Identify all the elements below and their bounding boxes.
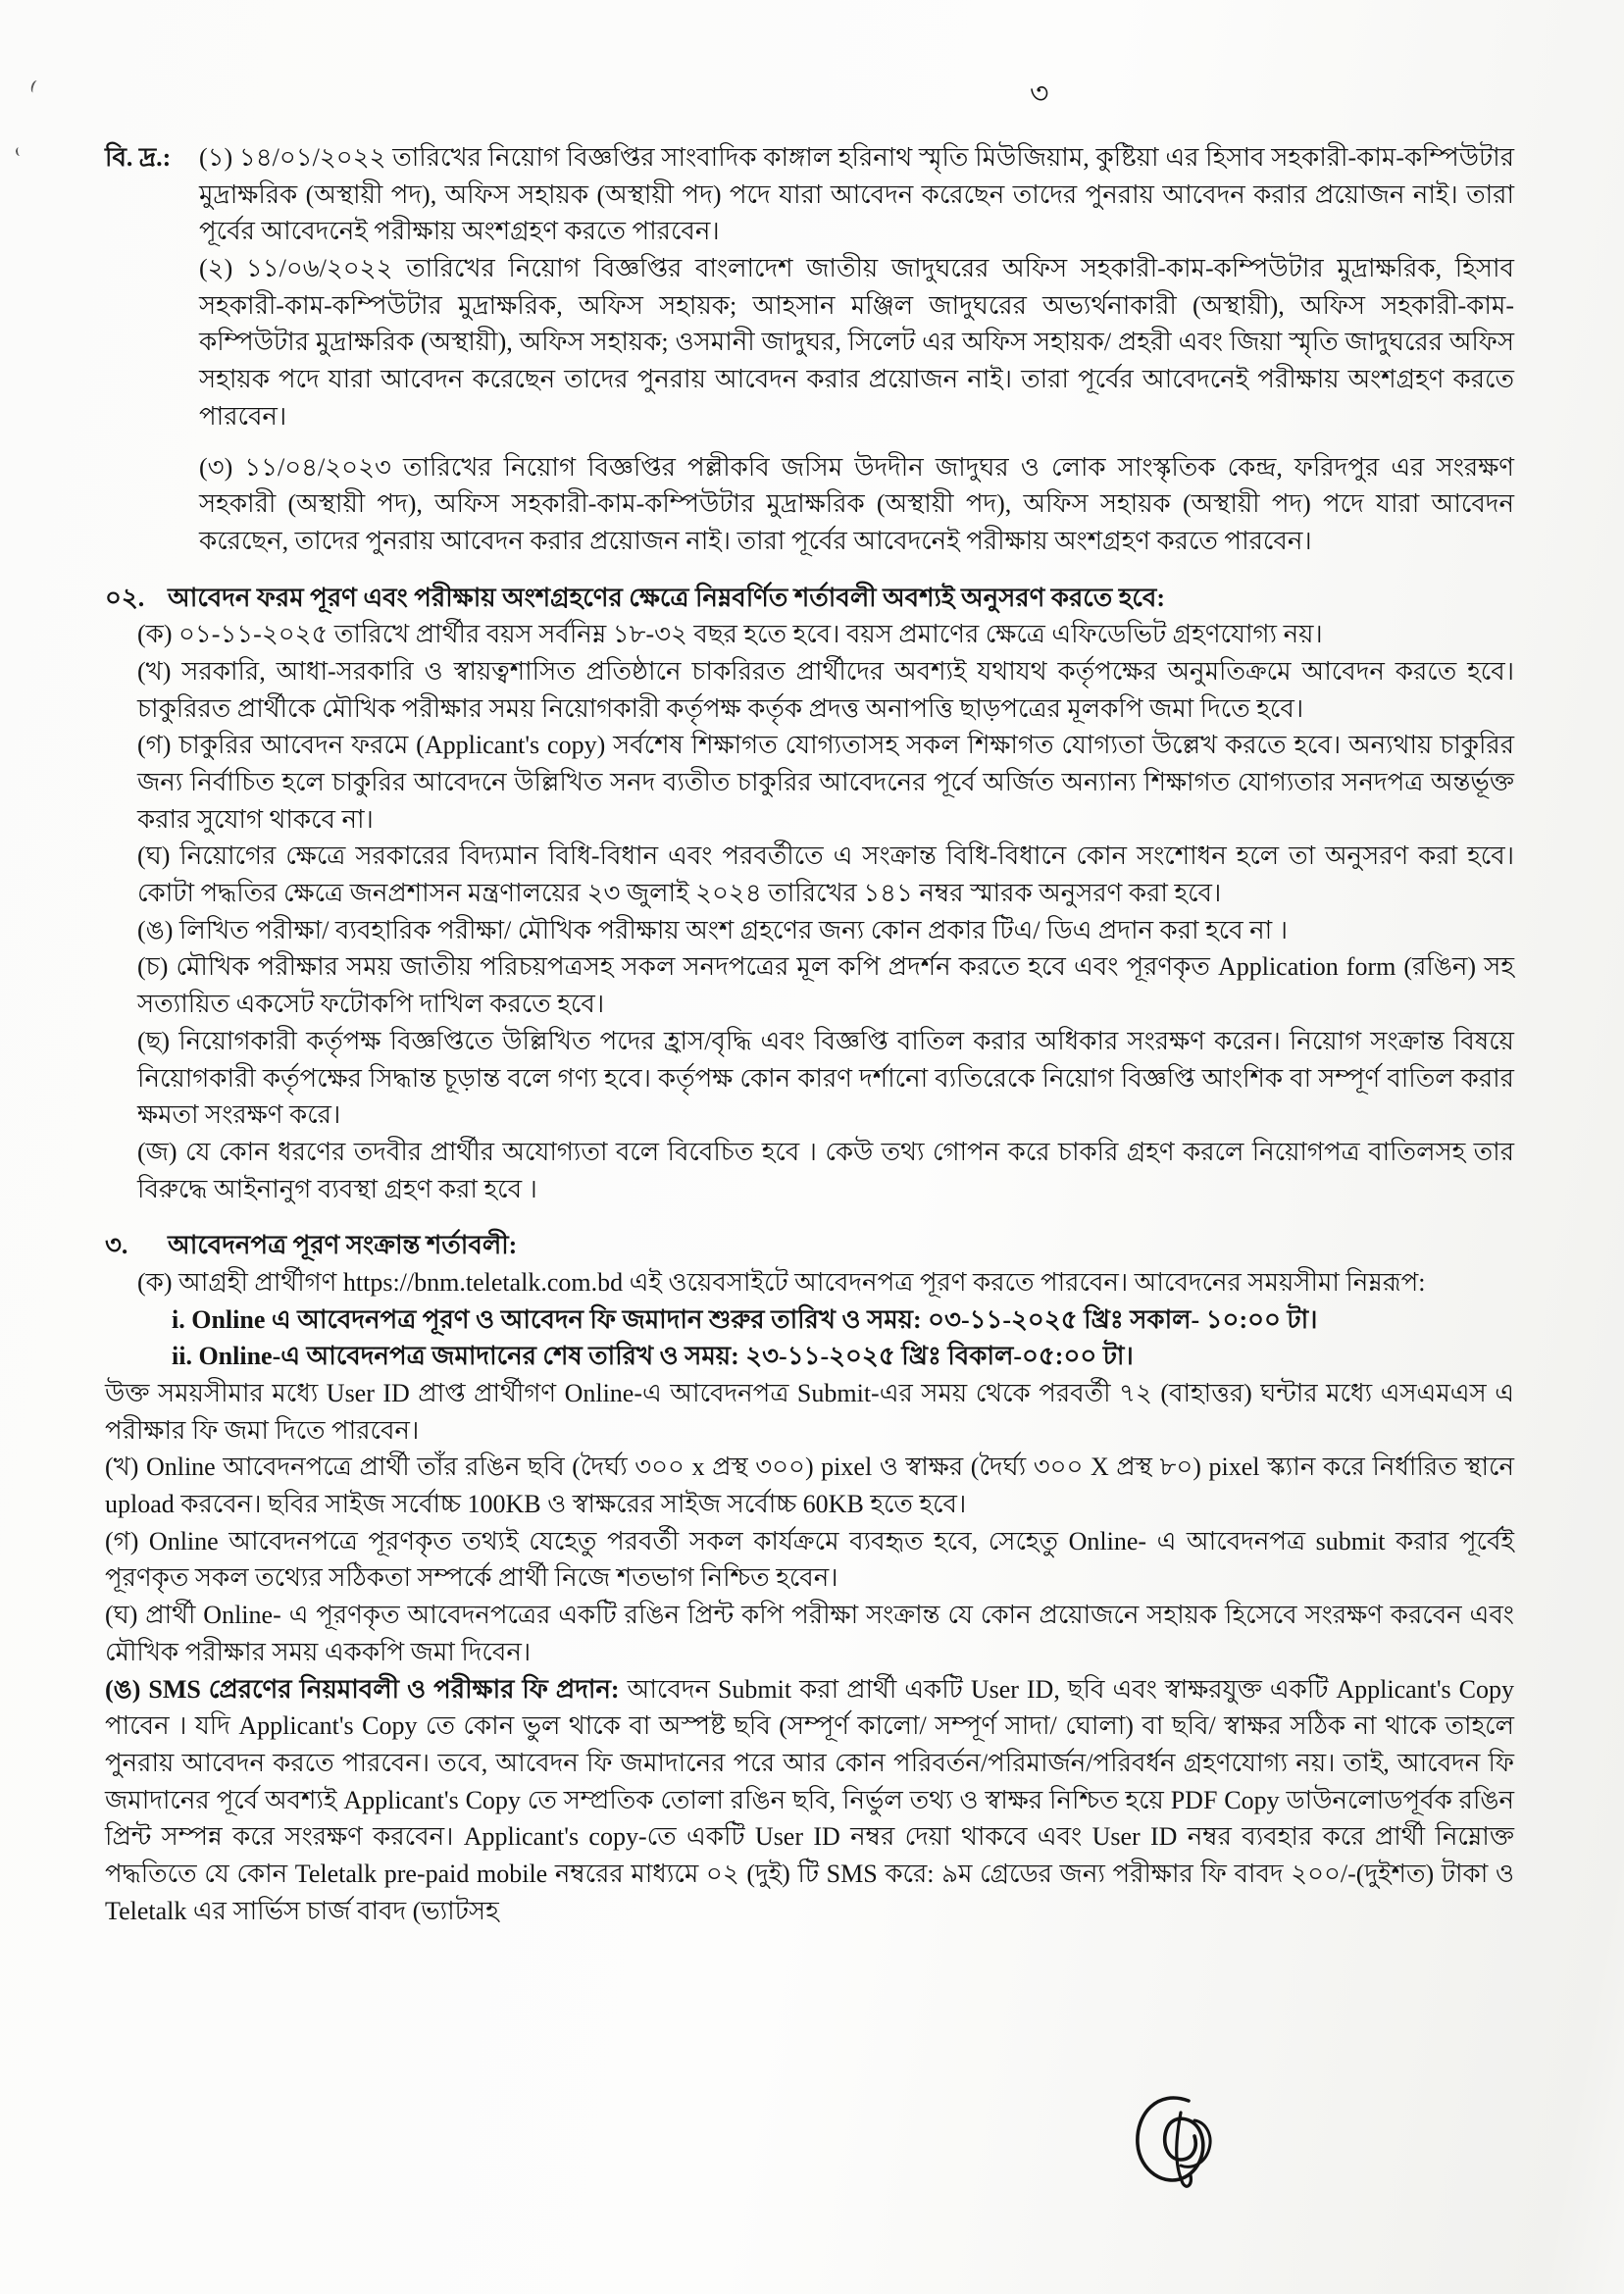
terms-item-uma: (ঙ) লিখিত পরীক্ষা/ ব্যবহারিক পরীক্ষা/ মৌখিক পরীক্ষায় অংশ গ্রহণের জন্য কোন প্রকার টিএ/ ডিএ প্রদান করা হবে না ।: [137, 915, 1288, 944]
note-block: [105, 139, 1514, 560]
terms-item-cha: (চ) মৌখিক পরীক্ষার সময় জাতীয় পরিচয়পত্রসহ সকল সনদপত্রের মূল কপি প্রদর্শন করতে হবে এবং পূরণকৃত Application form (রঙিন) সহ সত্যায়িত একসেট ফটোকপি দাখিল করতে হবে।: [137, 952, 1514, 1019]
print-copy-para: (ঘ) প্রার্থী Online- এ পূরণকৃত আবেদনপত্রের একটি রঙিন প্রিন্ট কপি পরীক্ষা সংক্রান্ত যে কোন প্রয়োজনে সহায়ক হিসেবে সংরক্ষণ করবেন এবং মৌখিক পরীক্ষার সময় এককপি জমা দিবেন।: [105, 1601, 1514, 1666]
section-2-number: ০২.: [105, 583, 145, 612]
section-3-heading: আবেদনপত্র পূরণ সংক্রান্ত শর্তাবলী:: [168, 1231, 518, 1260]
note-item-3: (৩) ১১/০৪/২০২৩ তারিখের নিয়োগ বিজ্ঞপ্তির পল্লীকবি জসিম উদদীন জাদুঘর ও লোক সাংস্কৃতিক কেন্দ্র, ফরিদপুর এর সংরক্ষণ সহকারী (অস্থায়ী পদ), অফিস সহকারী-কাম-কম্পিউটার মুদ্রাক্ষরিক (অস্থায়ী পদ), অফিস সহায়ক (অস্থায়ী পদ) পদে যারা আবেদন করেছেন, তাদের পুনরায় আবেদন করার প্রয়োজন নাই। তারা পূর্বের আবেদনেই পরীক্ষায় অংশগ্রহণ করতে পারবেন।: [199, 452, 1514, 555]
scan-artifact: [15, 146, 24, 156]
fee-window-para: উক্ত সময়সীমার মধ্যে User ID প্রাপ্ত প্রার্থীগণ Online-এ আবেদনপত্র Submit-এর সময় থেকে পরবর্তী ৭২ (বাহাত্তর) ঘন্টার মধ্যে এসএমএস এ পরীক্ষার ফি জমা দিতে পারবেন।: [105, 1379, 1514, 1445]
section-3-heading-row: [105, 1227, 1514, 1264]
note-label: বি. দ্র.:: [105, 143, 172, 172]
apply-item-ka: (ক) আগ্রহী প্রার্থীগণ https://bnm.teletalk.com.bd এই ওয়েবসাইটে আবেদনপত্র পূরণ করতে পারবেন। আবেদনের সময়সীমা নিম্নরূপ:: [137, 1267, 1426, 1297]
section-3-items: [105, 1264, 1514, 1929]
sms-rules-lead: (ঙ) SMS প্রেরণের নিয়মাবলী ও পরীক্ষার ফি প্রদান:: [105, 1674, 620, 1704]
terms-item-chha: (ছ) নিয়োগকারী কর্তৃপক্ষ বিজ্ঞপ্তিতে উল্লিখিত পদের হ্রাস/বৃদ্ধি এবং বিজ্ঞপ্তি বাতিল করার অধিকার সংরক্ষণ করেন। নিয়োগ সংক্রান্ত বিষয়ে নিয়োগকারী কর্তৃপক্ষের সিদ্ধান্ত চূড়ান্ত বলে গণ্য হবে। কর্তৃপক্ষ কোন কারণ দর্শানো ব্যতিরেকে নিয়োগ বিজ্ঞপ্তি আংশিক বা সম্পূর্ণ বাতিল করার ক্ষমতা সংরক্ষণ করে।: [137, 1026, 1514, 1130]
terms-item-ga: (গ) চাকুরির আবেদন ফরমে (Applicant's copy) সর্বশেষ শিক্ষাগত যোগ্যতাসহ সকল শিক্ষাগত যোগ্যতা উল্লেখ করতে হবে। অন্যথায় চাকুরির জন্য নির্বাচিত হলে চাকুরির আবেদনে উল্লিখিত সনদ ব্যতীত চাকুরির আবেদনের পূর্বে অর্জিত অন্যান্য শিক্ষাগত যোগ্যতার সনদপত্র অন্তর্ভূক্ত করার সুযোগ থাকবে না।: [137, 731, 1514, 834]
handwritten-initial-scribble: [1128, 2087, 1236, 2197]
terms-item-gha: (ঘ) নিয়োগের ক্ষেত্রে সরকারের বিদ্যমান বিধি-বিধান এবং পরবর্তীতে এ সংক্রান্ত বিধি-বিধানে কোন সংশোধন হলে তা অনুসরণ করা হবে। কোটা পদ্ধতির ক্ষেত্রে জনপ্রশাসন মন্ত্রণালয়ের ২৩ জুলাই ২০২৪ তারিখের ১৪১ নম্বর স্মারক অনুসরণ করা হবে।: [137, 841, 1514, 908]
note-item-2: (২) ১১/০৬/২০২২ তারিখের নিয়োগ বিজ্ঞপ্তির বাংলাদেশ জাতীয় জাদুঘরের অফিস সহকারী-কাম-কম্পিউটার মুদ্রাক্ষরিক, হিসাব সহকারী-কাম-কম্পিউটার মুদ্রাক্ষরিক, অফিস সহায়ক; আহসান মঞ্জিল জাদুঘরের অভ্যর্থনাকারী (অস্থায়ী), অফিস সহকারী-কাম-কম্পিউটার মুদ্রাক্ষরিক (অস্থায়ী), অফিস সহায়ক; ওসমানী জাদুঘর, সিলেট এর অফিস সহায়ক/ প্রহরী এবং জিয়া স্মৃতি জাদুঘরের অফিস সহায়ক পদে যারা আবেদন করেছেন তাদের পুনরায় আবেদন করার প্রয়োজন নাই। তারা পূর্বের আবেদনেই পরীক্ষায় অংশগ্রহণ করতে পারবেন।: [199, 254, 1514, 431]
section-3: [105, 1227, 1514, 1929]
note-item-1: (১) ১৪/০১/২০২২ তারিখের নিয়োগ বিজ্ঞপ্তির সাংবাদিক কাঙ্গাল হরিনাথ স্মৃতি মিউজিয়াম, কুষ্টিয়া এর হিসাব সহকারী-কাম-কম্পিউটার মুদ্রাক্ষরিক (অস্থায়ী পদ), অফিস সহায়ক (অস্থায়ী পদ) পদে যারা আবেদন করেছেন তাদের পুনরায় আবেদন করার প্রয়োজন নাই। তারা পূর্বের আবেদনেই পরীক্ষায় অংশগ্রহণ করতে পারবেন।: [199, 143, 1514, 246]
terms-item-kha: (খ) সরকারি, আধা-সরকারি ও স্বায়ত্বশাসিত প্রতিষ্ঠানে চাকরিরত প্রার্থীদের অবশ্যই যথাযথ কর্তৃপক্ষের অনুমতিক্রমে আবেদন করতে হবে। চাকুরিরত প্রার্থীকে মৌখিক পরীক্ষার সময় নিয়োগকারী কর্তৃপক্ষ কর্তৃক প্রদত্ত অনাপত্তি ছাড়পত্রের মূলকপি জমা দিতে হবে।: [137, 656, 1514, 723]
document-body: [105, 139, 1514, 1929]
sms-rules-text: আবেদন Submit করা প্রার্থী একটি User ID, ছবি এবং স্বাক্ষরযুক্ত একটি Applicant's Copy পাবেন । যদি Applicant's Copy তে কোন ভুল থাকে বা অস্পষ্ট ছবি (সম্পূর্ণ কালো/ সম্পূর্ণ সাদা/ ঘোলা) বা ছবি/ স্বাক্ষর সঠিক না থাকে তাহলে পুনরায় আবেদন করতে পারবেন। তবে, আবেদন ফি জমাদানের পরে আর কোন পরিবর্তন/পরিমার্জন/পরিবর্ধন গ্রহণযোগ্য নয়। তাই, আবেদন ফি জমাদানের পূর্বে অবশ্যই Applicant's Copy তে সম্প্রতিক তোলা রঙিন ছবি, নির্ভুল তথ্য ও স্বাক্ষর নিশ্চিত হয়ে PDF Copy ডাউনলোডপূর্বক রঙিন প্রিন্ট সম্পন্ন করে সংরক্ষণ করবেন। Applicant's copy-তে একটি User ID নম্বর দেয়া থাকবে এবং User ID নম্বর ব্যবহার করে প্রার্থী নিম্নোক্ত পদ্ধতিতে যে কোন Teletalk pre-paid mobile নম্বরের মাধ্যমে ০২ (দুই) টি SMS করে: ৯ম গ্রেডের জন্য পরীক্ষার ফি বাবদ ২০০/-(দুইশত) টাকা ও Teletalk এর সার্ভিস চার্জ বাবদ (ভ্যাটসহ: [105, 1674, 1514, 1925]
page-number: ৩: [1030, 77, 1049, 110]
scan-artifact: [29, 79, 41, 94]
note-body: [199, 139, 1514, 560]
section-2-items: [137, 616, 1514, 1207]
deadline-end-line: ii. Online-এ আবেদনপত্র জমাদানের শেষ তারিখ ও সময়: ২৩-১১-২০২৫ খ্রিঃ বিকাল-০৫:০০ টা।: [172, 1342, 1134, 1371]
terms-item-ka: (ক) ০১-১১-২০২৫ তারিখে প্রার্থীর বয়স সর্বনিম্ন ১৮-৩২ বছর হতে হবে। বয়স প্রমাণের ক্ষেত্রে এফিডেভিট গ্রহণযোগ্য নয়।: [137, 620, 1323, 649]
sms-rules-para: [105, 1671, 1514, 1930]
deadline-start-line: i. Online এ আবেদনপত্র পূরণ ও আবেদন ফি জমাদান শুরুর তারিখ ও সময়: ০৩-১১-২০২৫ খ্রিঃ সকাল- ১০:০০ টা।: [172, 1304, 1318, 1334]
section-2: [105, 580, 1514, 1208]
section-2-heading-row: [105, 580, 1514, 617]
section-2-heading: আবেদন ফরম পূরণ এবং পরীক্ষায় অংশগ্রহণের ক্ষেত্রে নিম্নবর্ণিত শর্তাবলী অবশ্যই অনুসরণ করতে হবে:: [168, 583, 1165, 612]
accuracy-para: (গ) Online আবেদনপত্রে পূরণকৃত তথ্যই যেহেতু পরবর্তী সকল কার্যক্রমে ব্যবহৃত হবে, সেহেতু Online- এ আবেদনপত্র submit করার পূর্বেই পূরণকৃত সকল তথ্যের সঠিকতা সম্পর্কে প্রার্থী নিজে শতভাগ নিশ্চিত হবেন।: [105, 1526, 1514, 1593]
section-3-number: ৩.: [105, 1231, 128, 1260]
photo-signature-para: (খ) Online আবেদনপত্রে প্রার্থী তাঁর রঙিন ছবি (দৈর্ঘ্য ৩০০ x প্রস্থ ৩০০) pixel ও স্বাক্ষর (দৈর্ঘ্য ৩০০ X প্রস্থ ৮০) pixel স্ক্যান করে নির্ধারিত স্থানে upload করবেন। ছবির সাইজ সর্বোচ্চ 100KB ও স্বাক্ষরের সাইজ সর্বোচ্চ 60KB হতে হবে।: [105, 1453, 1514, 1519]
terms-item-ja: (জ) যে কোন ধরণের তদবীর প্রার্থীর অযোগ্যতা বলে বিবেচিত হবে । কেউ তথ্য গোপন করে চাকরি গ্রহণ করলে নিয়োগপত্র বাতিলসহ তার বিরুদ্ধে আইনানুগ ব্যবস্থা গ্রহণ করা হবে ।: [137, 1137, 1514, 1203]
